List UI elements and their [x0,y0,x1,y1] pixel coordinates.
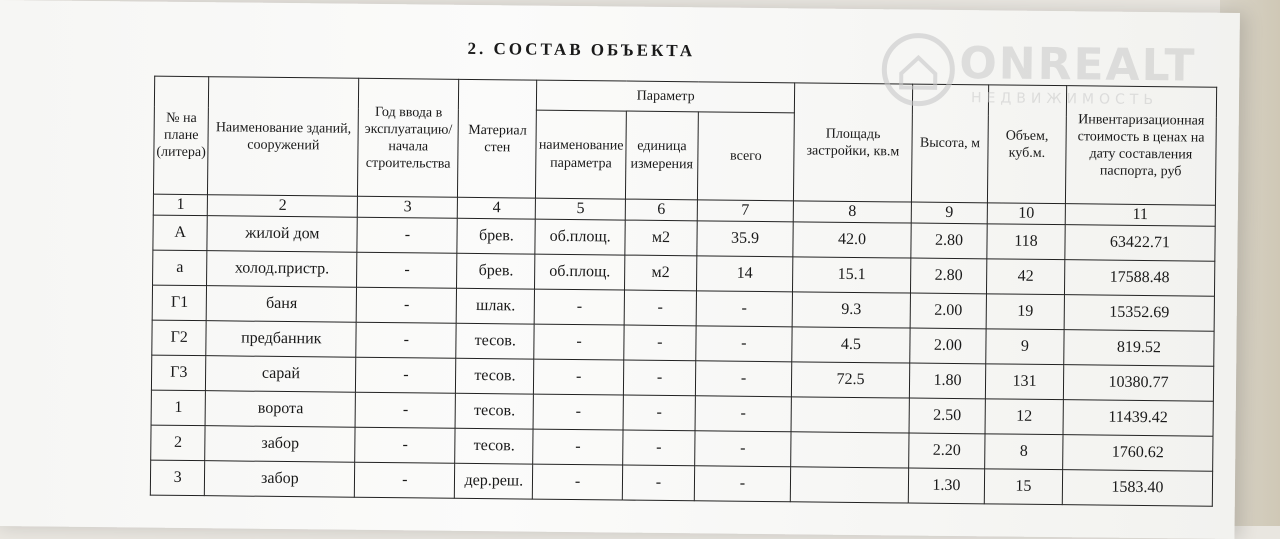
header-volume: Объем, куб.м. [987,85,1066,204]
cell-material: тесов. [455,393,533,429]
cell-material: тесов. [456,358,534,394]
column-number: 4 [458,197,536,219]
header-param-total: всего [697,112,794,201]
cell-unit: - [623,430,695,466]
cell-cost: 63422.71 [1065,225,1215,262]
cell-name: жилой дом [207,216,357,253]
cell-cost: 10380.77 [1063,365,1213,402]
cell-plan: а [153,250,208,286]
cell-height: 1.80 [909,363,985,399]
cell-name: забор [205,426,355,463]
cell-name: ворота [205,391,355,428]
column-number: 6 [625,199,697,221]
header-year: Год ввода в эксплуатацию/начала строительства [358,78,459,197]
cell-height: 2.00 [910,293,986,329]
cell-plan: Г2 [152,320,207,356]
cell-name: холод.пристр. [207,251,357,288]
cell-param: - [534,324,624,360]
cell-area: 42.0 [793,222,911,258]
cell-param: - [533,464,623,500]
cell-plan: 2 [151,425,206,461]
cell-height: 2.50 [909,398,985,434]
cell-plan: Г3 [151,355,206,391]
cell-total: 35.9 [697,221,793,257]
header-param-unit: единица измерения [625,111,698,200]
cell-cost: 1583.40 [1062,470,1212,507]
cell-area [791,432,909,468]
cell-total: - [695,431,791,467]
header-plan-no: № на плане (литера) [153,76,209,195]
cell-plan: 1 [151,390,206,426]
section-heading: 2. СОСТАВ ОБЪЕКТА [467,38,696,61]
cell-height: 2.80 [910,258,986,294]
cell-total: - [694,466,790,502]
column-number: 8 [793,201,911,223]
cell-cost: 17588.48 [1064,260,1214,297]
cell-plan: А [153,215,208,251]
header-height: Высота, м [911,84,988,203]
cell-volume: 42 [986,259,1064,295]
cell-param: об.площ. [535,254,625,290]
cell-cost: 819.52 [1064,330,1214,367]
cell-area: 4.5 [792,327,910,363]
column-number: 5 [536,198,626,220]
cell-volume: 118 [987,224,1065,260]
column-number: 9 [911,202,987,224]
cell-height: 2.20 [909,433,985,469]
cell-area: 9.3 [792,292,910,328]
cell-unit: - [624,325,696,361]
cell-material: дер.реш. [455,463,533,499]
object-composition-table [150,76,1217,507]
cell-unit: - [624,290,696,326]
cell-plan: 3 [150,460,205,496]
column-number: 2 [208,195,358,218]
cell-year: - [355,392,455,428]
cell-name: баня [206,286,356,323]
cell-volume: 9 [986,329,1064,365]
column-number: 10 [987,203,1065,225]
cell-area [791,397,909,433]
cell-volume: 8 [985,434,1063,470]
cell-material: брев. [457,253,535,289]
cell-year: - [355,427,455,463]
header-name: Наименование зданий, сооружений [208,77,359,197]
cell-area: 72.5 [791,362,909,398]
cell-total: - [696,291,792,327]
cell-volume: 131 [985,364,1063,400]
cell-year: - [356,287,456,323]
cell-unit: - [623,395,695,431]
cell-volume: 12 [985,399,1063,435]
cell-total: - [695,361,791,397]
cell-plan: Г1 [152,285,207,321]
cell-unit: - [622,465,694,501]
cell-name: забор [205,461,355,498]
cell-material: шлак. [456,288,534,324]
cell-total: - [696,326,792,362]
column-number: 7 [697,200,793,222]
column-number: 1 [153,194,208,216]
cell-year: - [356,357,456,393]
cell-name: сарай [206,356,356,393]
cell-param: - [534,359,624,395]
column-number: 11 [1065,204,1215,227]
cell-unit: м2 [624,255,696,291]
cell-material: брев. [457,218,535,254]
cell-param: об.площ. [535,219,625,255]
cell-param: - [533,394,623,430]
cell-param: - [534,289,624,325]
cell-height: 2.80 [911,223,987,259]
cell-year: - [355,462,455,498]
header-cost: Инвентаризационная стоимость в ценах на дату составления паспорта, руб [1065,86,1216,206]
cell-total: 14 [696,256,792,292]
cell-cost: 11439.42 [1063,400,1213,437]
cell-height: 1.30 [908,468,984,504]
cell-cost: 15352.69 [1064,295,1214,332]
header-area: Площадь застройки, кв.м [793,83,912,202]
cell-material: тесов. [455,428,533,464]
cell-param: - [533,429,623,465]
cell-unit: - [623,360,695,396]
header-param-group: Параметр [537,80,795,113]
watermark-brand: ONREALT [959,38,1197,92]
watermark-tagline: НЕДВИЖИМОСТЬ [970,90,1159,109]
header-material: Материал стен [458,79,537,198]
cell-area: 15.1 [792,257,910,293]
cell-volume: 19 [986,294,1064,330]
cell-year: - [356,322,456,358]
cell-height: 2.00 [910,328,986,364]
cell-year: - [357,217,457,253]
header-param-name: наименование параметра [536,110,627,199]
cell-cost: 1760.62 [1063,435,1213,472]
cell-year: - [357,252,457,288]
cell-area [790,467,908,503]
cell-unit: м2 [625,220,697,256]
cell-total: - [695,396,791,432]
column-number: 3 [358,196,458,218]
cell-name: предбанник [206,321,356,358]
table-body [150,194,1215,506]
cell-material: тесов. [456,323,534,359]
cell-volume: 15 [984,469,1062,505]
